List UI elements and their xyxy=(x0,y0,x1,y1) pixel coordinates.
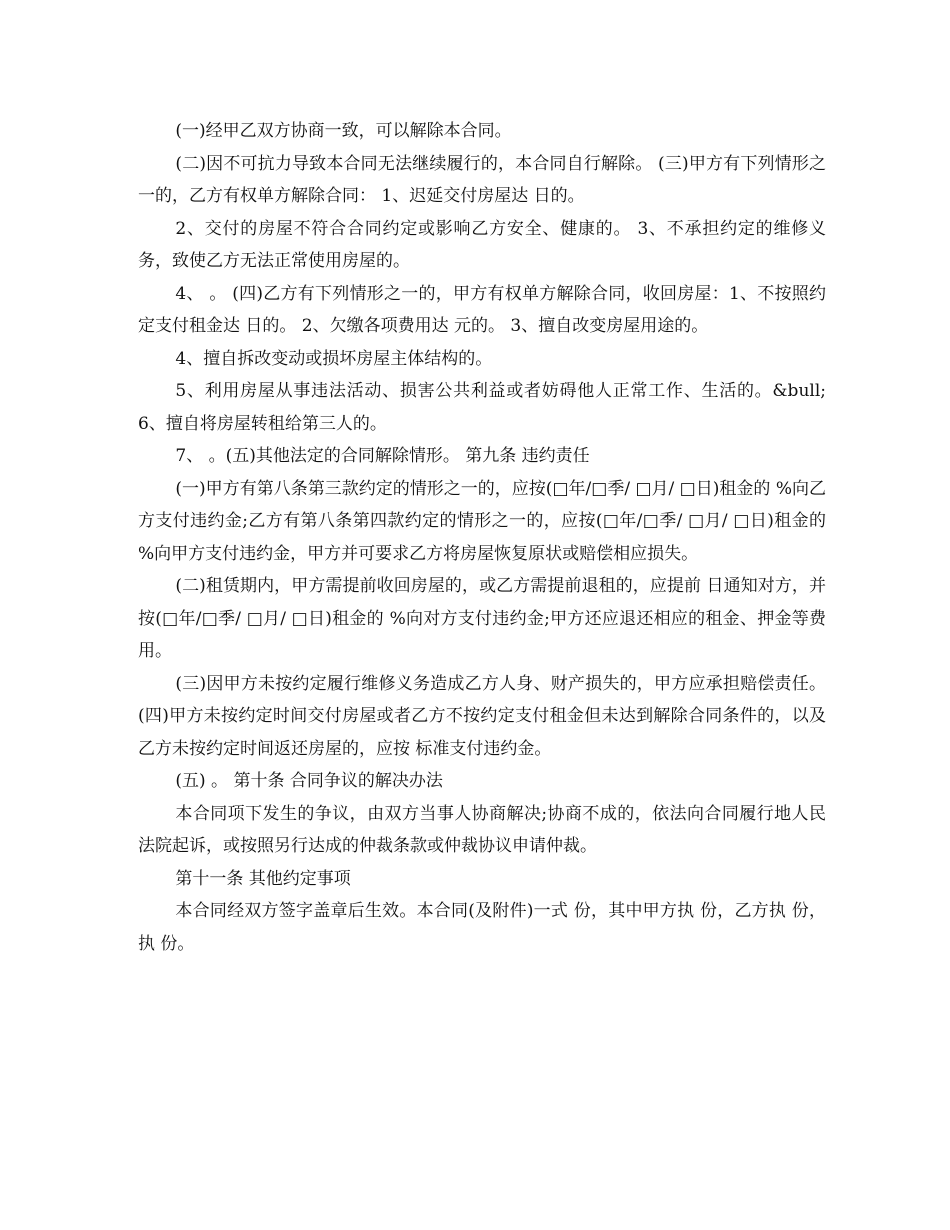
paragraph: (三)因甲方未按约定履行维修义务造成乙方人身、财产损失的，甲方应承担赔偿责任。 (四)甲方未按约定时间交付房屋或者乙方不按约定支付租金但未达到解除合同条件的，以及乙方未按约定时间返还房屋的，应按 标准支付违约金。 xyxy=(138,673,826,759)
paragraph: 5、利用房屋从事违法活动、损害公共利益或者妨碍他人正常工作、生活的。&bull; 6、擅自将房屋转租给第三人的。 xyxy=(138,381,826,434)
paragraph: 2、交付的房屋不符合合同约定或影响乙方安全、健康的。 3、不承担约定的维修义务，致使乙方无法正常使用房屋的。 xyxy=(138,218,826,271)
paragraph: 本合同经双方签字盖章后生效。本合同(及附件)一式 份，其中甲方执 份，乙方执 份， 执 份。 xyxy=(138,901,826,954)
paragraph: 7、 。(五)其他法定的合同解除情形。 第九条 违约责任 xyxy=(175,446,590,466)
paragraph: 4、 。 (四)乙方有下列情形之一的，甲方有权单方解除合同，收回房屋：1、不按照约定支付租金达 日的。 2、欠缴各项费用达 元的。 3、擅自改变房屋用途的。 xyxy=(138,283,826,336)
paragraph: (一)甲方有第八条第三款约定的情形之一的，应按(□年/□季/ □月/ □日)租金的 %向乙方支付违约金;乙方有第八条第四款约定的情形之一的，应按(□年/□季/ □月/ □日)租金的 %向甲方支付违约金，甲方并可要求乙方将房屋恢复原状或赔偿相应损失。 xyxy=(138,478,826,564)
paragraph: (五) 。 第十条 合同争议的解决办法 xyxy=(175,771,443,791)
paragraph: 4、擅自拆改变动或损坏房屋主体结构的。 xyxy=(175,348,493,369)
document-body xyxy=(138,115,826,960)
paragraph: 本合同项下发生的争议，由双方当事人协商解决;协商不成的，依法向合同履行地人民法院起诉，或按照另行达成的仲裁条款或仲裁协议申请仲裁。 xyxy=(138,803,826,856)
paragraph: (二)租赁期内，甲方需提前收回房屋的，或乙方需提前退租的，应提前 日通知对方，并按(□年/□季/ □月/ □日)租金的 %向对方支付违约金;甲方还应退还相应的租金、押金等费用。 xyxy=(138,576,826,661)
paragraph: (二)因不可抗力导致本合同无法继续履行的，本合同自行解除。 (三)甲方有下列情形之一的，乙方有权单方解除合同： 1、迟延交付房屋达 日的。 xyxy=(138,153,826,206)
paragraph: (一)经甲乙双方协商一致，可以解除本合同。 xyxy=(175,121,512,141)
paragraph: 第十一条 其他约定事项 xyxy=(175,868,351,889)
